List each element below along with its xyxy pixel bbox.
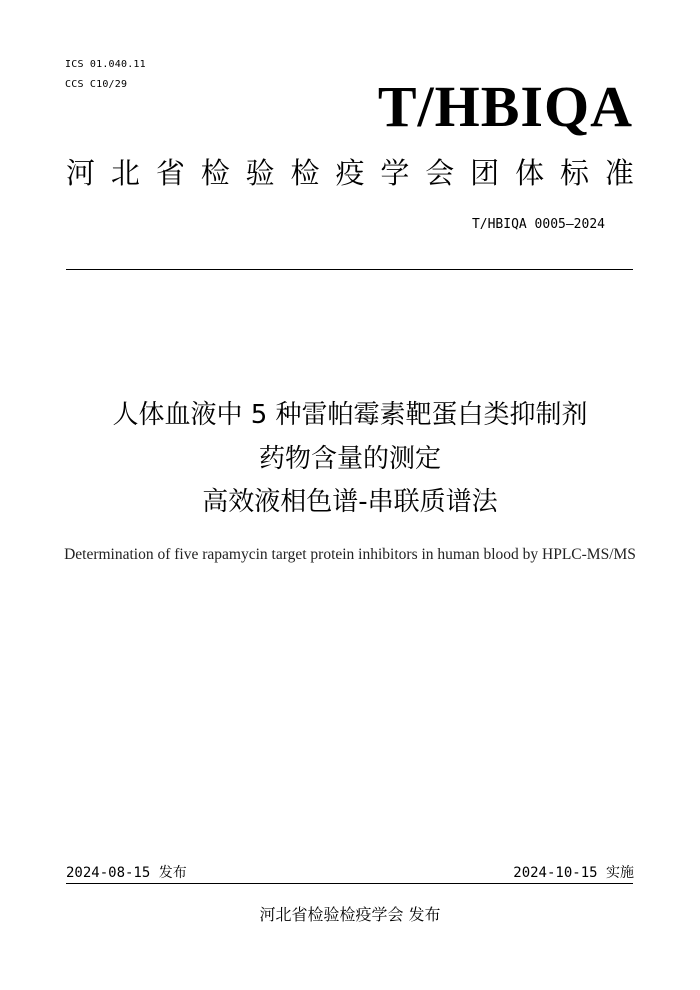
org-title-char: 疫 [335, 156, 365, 190]
bottom-divider [66, 883, 633, 884]
english-title: Determination of five rapamycin target protein inhibitors in human blood by HPLC-MS/MS [64, 546, 636, 563]
issue-date-block [66, 862, 187, 882]
org-title-char: 团 [470, 156, 500, 190]
org-title-char: 体 [515, 156, 545, 190]
implementation-date-block [513, 862, 634, 882]
top-divider [66, 269, 633, 270]
publisher-name: 河北省检验检疫学会 [259, 905, 404, 924]
ics-code: ICS 01.040.11 [65, 59, 146, 70]
standard-number: T/HBIQA 0005—2024 [471, 217, 605, 232]
chinese-title-line-1: 人体血液中 5 种雷帕霉素靶蛋白类抑制剂 [112, 400, 588, 430]
implementation-date: 2024-10-15 [513, 865, 598, 881]
org-title-char: 准 [604, 156, 634, 190]
org-title-char: 学 [380, 156, 410, 190]
org-title-char: 检 [200, 156, 230, 190]
organization-standard-title [66, 152, 634, 194]
org-title-char: 河 [66, 156, 96, 190]
implementation-label: 实施 [606, 865, 634, 881]
issue-date: 2024-08-15 [66, 865, 151, 881]
org-title-char: 北 [110, 156, 140, 190]
org-title-char: 检 [290, 156, 320, 190]
org-title-char: 验 [245, 156, 275, 190]
publisher-label: 发布 [408, 905, 441, 924]
publisher-line [0, 902, 700, 925]
standard-brand-logo: T/HBIQA [377, 74, 633, 139]
org-title-char: 省 [155, 156, 185, 190]
issue-label: 发布 [158, 865, 187, 881]
org-title-char: 会 [425, 156, 455, 190]
chinese-title-line-2: 药物含量的测定 [258, 444, 441, 474]
ccs-code: CCS C10/29 [65, 79, 128, 90]
org-title-char: 标 [559, 156, 589, 190]
chinese-title-line-3: 高效液相色谱-串联质谱法 [202, 487, 498, 517]
